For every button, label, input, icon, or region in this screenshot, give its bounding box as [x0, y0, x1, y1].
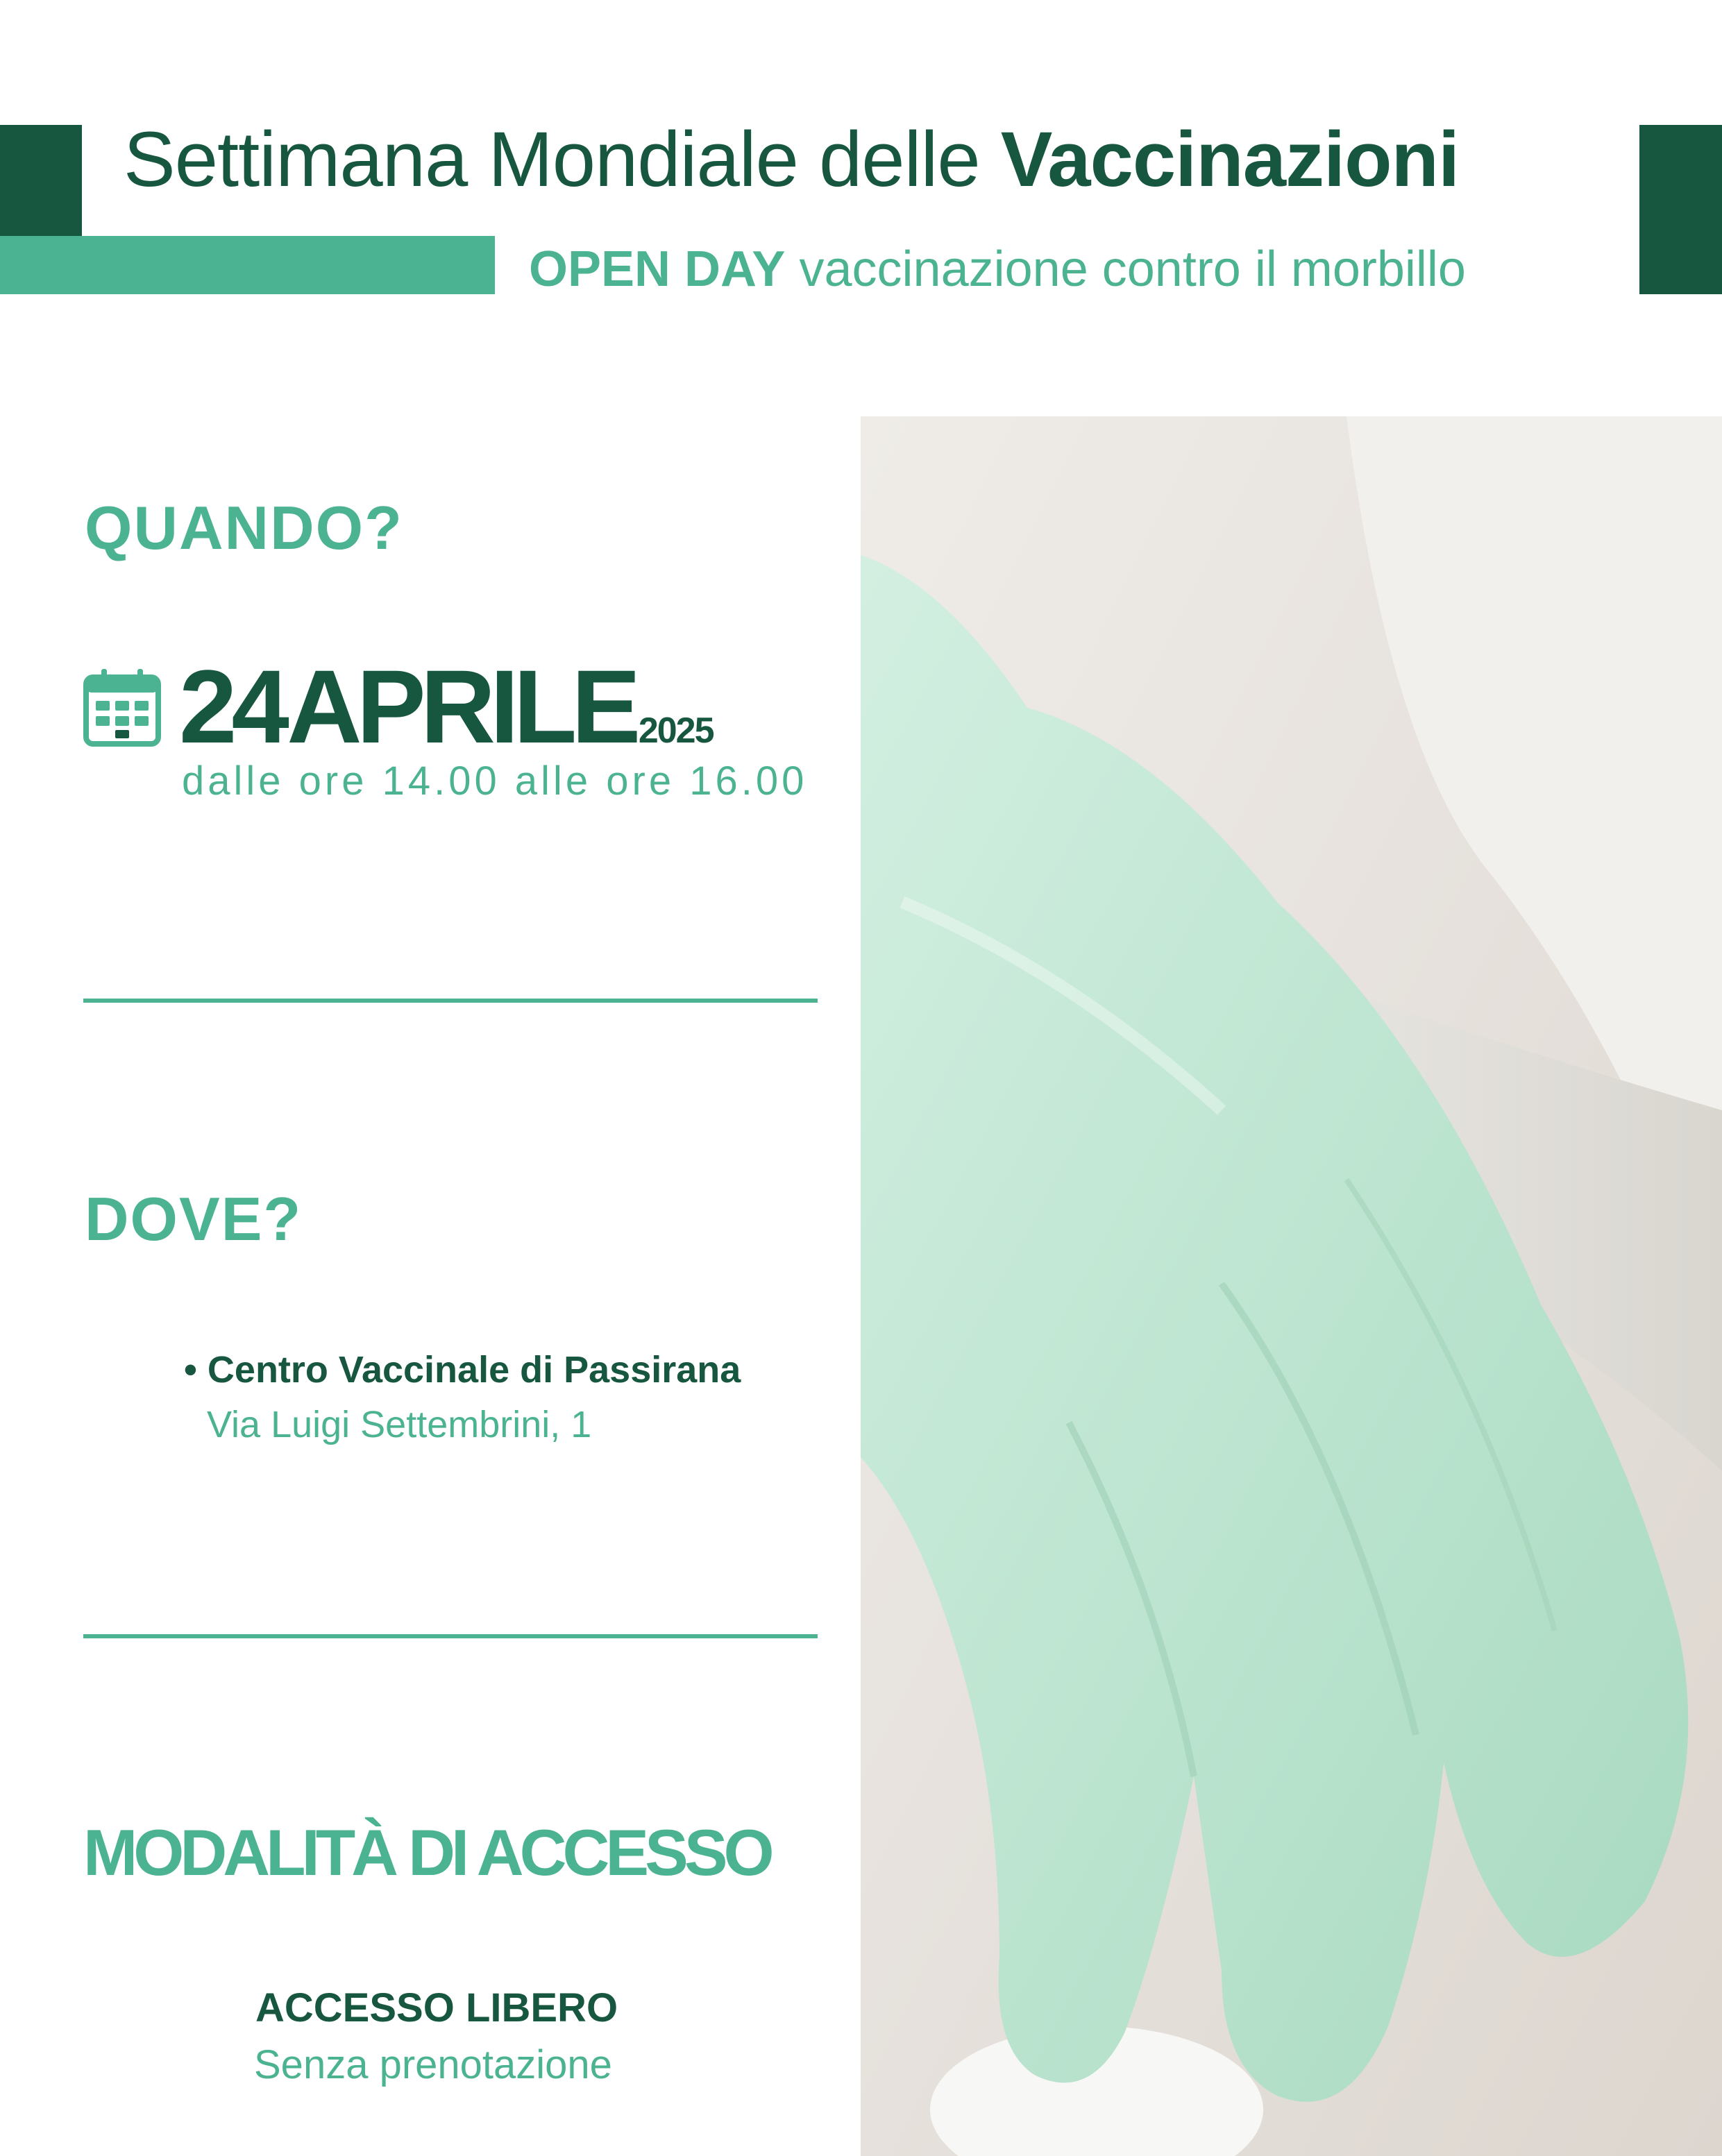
location-name-text: Centro Vaccinale di Passirana — [207, 1349, 741, 1391]
page-title — [124, 111, 1459, 208]
location-address: Via Luigi Settembrini, 1 — [207, 1404, 592, 1445]
date-month: APRILE — [287, 648, 636, 765]
date-day: 24 — [179, 648, 284, 765]
event-date — [179, 644, 714, 769]
header-bar-left-dark — [0, 125, 82, 236]
calendar-icon — [83, 669, 161, 747]
gloved-hand-photo — [861, 416, 1722, 2156]
event-hours: dalle ore 14.00 alle ore 16.00 — [182, 758, 808, 804]
bullet: • — [184, 1349, 197, 1391]
title-bold: Vaccinazioni — [1000, 116, 1460, 203]
date-year: 2025 — [638, 711, 714, 751]
header-bar-left-light — [0, 236, 495, 294]
divider-2 — [83, 1634, 818, 1638]
title-regular: Settimana Mondiale delle — [124, 116, 980, 203]
when-heading: QUANDO? — [85, 493, 403, 562]
where-heading: DOVE? — [85, 1185, 303, 1253]
access-note: Senza prenotazione — [254, 2042, 612, 2087]
location-name — [184, 1348, 741, 1391]
access-heading: MODALITÀ DI ACCESSO — [83, 1816, 770, 1889]
subtitle-regular: vaccinazione contro il morbillo — [799, 241, 1466, 297]
subtitle-bold: OPEN DAY — [529, 241, 786, 297]
access-type: ACCESSO LIBERO — [255, 1985, 618, 2030]
page-subtitle — [529, 235, 1466, 304]
header-bar-right-dark — [1639, 125, 1722, 294]
divider-1 — [83, 999, 818, 1003]
